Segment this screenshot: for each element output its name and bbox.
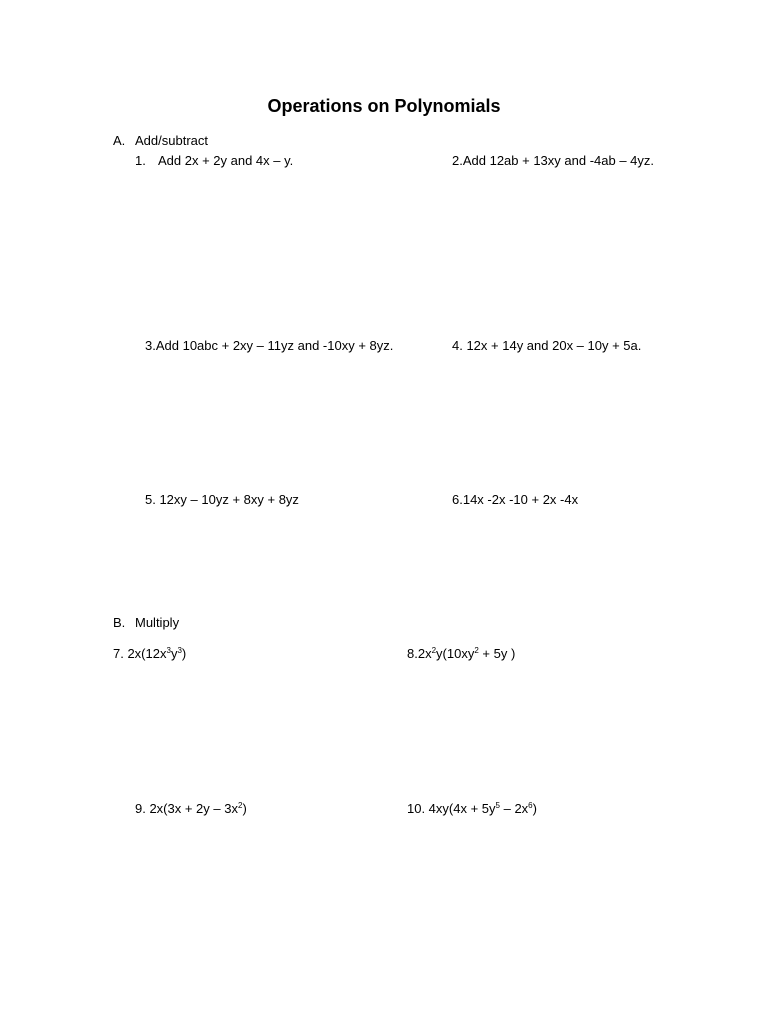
problem-8-text: + 5y ) <box>478 646 516 661</box>
problem-7-exponent: 3 <box>177 646 182 655</box>
problem-8-exponent: 2 <box>431 646 437 655</box>
problem-10-text: 10. 4xy(4x + 5y <box>407 801 496 816</box>
problem-7-text: y <box>170 646 178 661</box>
section-a-label: Add/subtract <box>135 133 208 148</box>
problem-10 <box>407 800 537 818</box>
problem-9-text: ) <box>242 801 247 816</box>
problem-9-exponent: 2 <box>237 801 243 810</box>
section-a-marker: A. <box>113 133 126 148</box>
section-b-label: Multiply <box>135 615 180 630</box>
problem-4: 4. 12x + 14y and 20x – 10y + 5a. <box>452 338 642 353</box>
problem-1 <box>135 152 293 170</box>
problem-7 <box>113 645 186 663</box>
problem-10-exponent: 5 <box>495 801 500 810</box>
problem-1-number: 1. <box>135 153 146 168</box>
problem-2: 2.Add 12ab + 13xy and -4ab – 4yz. <box>452 153 655 168</box>
section-b-marker: B. <box>113 615 126 630</box>
problem-7-text: 7. 2x(12x <box>113 646 167 661</box>
problem-9-text: 9. 2x(3x + 2y – 3x <box>135 801 238 816</box>
problem-5: 5. 12xy – 10yz + 8xy + 8yz <box>145 492 299 507</box>
problem-7-exponent: 3 <box>166 646 171 655</box>
problem-8 <box>407 645 515 663</box>
problem-7-text: ) <box>181 646 187 661</box>
problem-10-exponent: 6 <box>528 801 533 810</box>
problem-9 <box>135 800 247 818</box>
problem-10-text: – 2x <box>499 801 529 816</box>
problem-8-text: y(10xy <box>436 646 475 661</box>
problem-8-exponent: 2 <box>474 646 479 655</box>
problem-8-text: 8.2x <box>407 646 432 661</box>
section-a-heading <box>113 132 208 150</box>
problem-6: 6.14x -2x -10 + 2x -4x <box>452 492 579 507</box>
problem-1-text: Add 2x + 2y and 4x – y. <box>158 153 294 168</box>
section-b-heading <box>113 614 179 632</box>
problem-3: 3.Add 10abc + 2xy – 11yz and -10xy + 8yz. <box>145 338 394 353</box>
problem-10-text: ) <box>532 801 537 816</box>
page-title: Operations on Polynomials <box>267 96 501 116</box>
